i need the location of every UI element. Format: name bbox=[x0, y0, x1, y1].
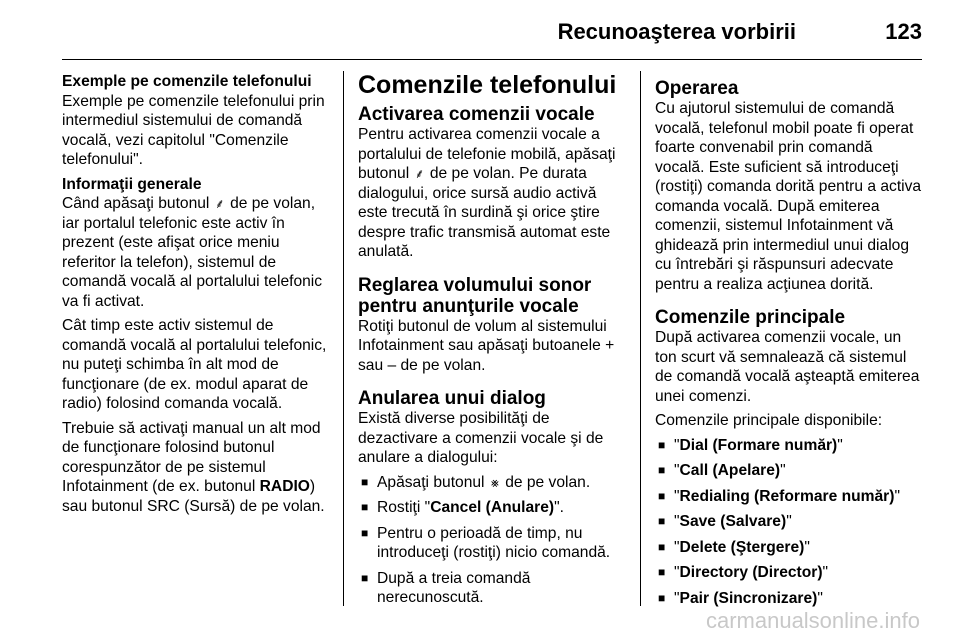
heading-general-information: Informaţii generale bbox=[62, 175, 202, 193]
list-item: ■ "Call (Apelare)" bbox=[658, 462, 786, 479]
list-item: ■ "Redialing (Reformare număr)" bbox=[658, 487, 900, 505]
bullet-icon: ■ bbox=[658, 437, 666, 452]
hang-up-icon: ⨳ bbox=[490, 474, 499, 490]
heading-cancel-dialog: Anularea unui dialog bbox=[358, 388, 546, 409]
column-divider-2 bbox=[640, 71, 641, 606]
heading-volume: Reglarea volumului sonor pentru anunţurile vocale bbox=[358, 274, 592, 317]
paragraph-general-2: Cât timp este activ sistemul de comandă vocală al portalului telefonic, nu puteţi schimba în alt mod de funcţionare (de ex. modul aparat de radio) folosind comanda vocală. bbox=[62, 317, 327, 412]
bullet-icon: ■ bbox=[658, 565, 666, 579]
heading-activate-voice: Activarea comenzii vocale bbox=[358, 104, 595, 125]
main-commands-list bbox=[655, 436, 923, 609]
heading-main-commands: Comenzile principale bbox=[655, 307, 846, 328]
column-1 bbox=[62, 72, 332, 521]
bullet-icon: ■ bbox=[361, 525, 369, 540]
paragraph-main-2: Comenzile principale disponibile: bbox=[655, 412, 883, 429]
list-item: ■ După a treia comandă nerecunoscută. bbox=[361, 569, 531, 606]
bullet-icon: ■ bbox=[658, 488, 666, 503]
voice-command-name: Dial (Formare număr) bbox=[679, 436, 838, 454]
voice-command-icon: ⸙ bbox=[414, 166, 425, 181]
radio-button-label: RADIO bbox=[259, 478, 310, 495]
voice-command-name: Pair (Sincronizare) bbox=[679, 589, 818, 607]
list-item: ■ Rostiţi "Cancel (Anulare)". bbox=[361, 499, 564, 516]
bullet-icon: ■ bbox=[658, 539, 666, 554]
chapter-title: Recunoaşterea vorbirii bbox=[557, 19, 796, 44]
bullet-icon: ■ bbox=[658, 590, 666, 605]
voice-command-name: Call (Apelare) bbox=[679, 462, 781, 479]
column-3 bbox=[655, 72, 923, 614]
bullet-icon: ■ bbox=[658, 463, 666, 477]
list-item: ■ "Save (Salvare)" bbox=[658, 513, 792, 530]
voice-command-name: Directory (Director) bbox=[679, 564, 823, 581]
paragraph-volume: Rotiţi butonul de volum al sistemului Infotainment sau apăsaţi butoanele + sau – de pe volan. bbox=[358, 317, 615, 374]
bullet-icon: ■ bbox=[361, 474, 369, 489]
voice-command-name: Delete (Ştergere) bbox=[679, 538, 805, 556]
paragraph-activate: Pentru activarea comenzii vocale a portalului de telefonie mobilă, apăsaţi butonul ⸙ de pe volan. Pe durata dialogului, orice sursă audio activă este trecută în surdină şi orice ştire despre trafic transmisă automat este anulată. bbox=[358, 126, 616, 260]
list-item: ■ Pentru o perioadă de timp, nu introduceţi (rostiţi) nicio comandă. bbox=[361, 524, 611, 561]
paragraph-cancel: Există diverse posibilităţi de dezactivare a comenzii vocale şi de anulare a dialogului: bbox=[358, 410, 604, 466]
bullet-icon: ■ bbox=[361, 500, 369, 514]
column-divider-1 bbox=[343, 71, 344, 606]
header-divider bbox=[62, 59, 922, 60]
paragraph-general-3: Trebuie să activaţi manual un alt mod de funcţionare folosind butonul corespunzător de pe sistemul Infotainment (de ex. butonul RADIO) sau butonul SRC (Sursă) de pe volan. bbox=[62, 419, 325, 515]
paragraph-operation: Cu ajutorul sistemului de comandă vocală, telefonul mobil poate fi operat foarte convenabil prin comandă vocală. Este suficient să introduceţi (rostiţi) comanda dorită pentru a activa comanda vocală. După emiterea comenzii, sistemul Infotainment vă ghidează prin intermediul unui dialog cu întrebări şi răspunsuri adecvate pentru a realiza acţiunea dorită. bbox=[655, 100, 922, 293]
paragraph-examples: Exemple pe comenzile telefonului prin intermediul sistemului de comandă vocală, vezi capitolul "Comenzile telefonului". bbox=[62, 92, 325, 168]
list-item: ■ "Dial (Formare număr)" bbox=[658, 436, 843, 454]
heading-phone-command-examples: Exemple pe comenzile telefonului bbox=[62, 73, 312, 90]
bullet-icon: ■ bbox=[658, 514, 666, 528]
bullet-icon: ■ bbox=[361, 570, 369, 585]
cancel-options-list bbox=[358, 473, 626, 608]
voice-command-name: Save (Salvare) bbox=[679, 513, 787, 530]
voice-command-name: Redialing (Reformare număr) bbox=[679, 487, 895, 505]
paragraph-general-1: Când apăsaţi butonul ⸙ de pe volan, iar portalul telefonic este activ în prezent (este afişat orice meniu referitor la telefon), sistemul de comandă vocală al portalului telefonic va fi activat. bbox=[62, 195, 323, 310]
section-title-phone-commands: Comenzile telefonului bbox=[358, 71, 617, 99]
voice-command-icon: ⸙ bbox=[214, 196, 225, 211]
page-number: 123 bbox=[885, 19, 922, 44]
heading-operation: Operarea bbox=[655, 78, 739, 99]
list-item: ■ "Directory (Director)" bbox=[658, 564, 829, 581]
column-2 bbox=[358, 72, 626, 614]
list-item: ■ "Pair (Sincronizare)" bbox=[658, 589, 823, 607]
list-item: ■ "Delete (Ştergere)" bbox=[658, 538, 810, 556]
watermark: carmanualsonline.info bbox=[705, 608, 920, 633]
list-item: ■ Apăsaţi butonul ⨳ de pe volan. bbox=[361, 473, 591, 491]
paragraph-main-1: După activarea comenzii vocale, un ton scurt vă semnalează că sistemul de comandă vocală aşteaptă emiterea unei comenzi. bbox=[655, 329, 920, 405]
